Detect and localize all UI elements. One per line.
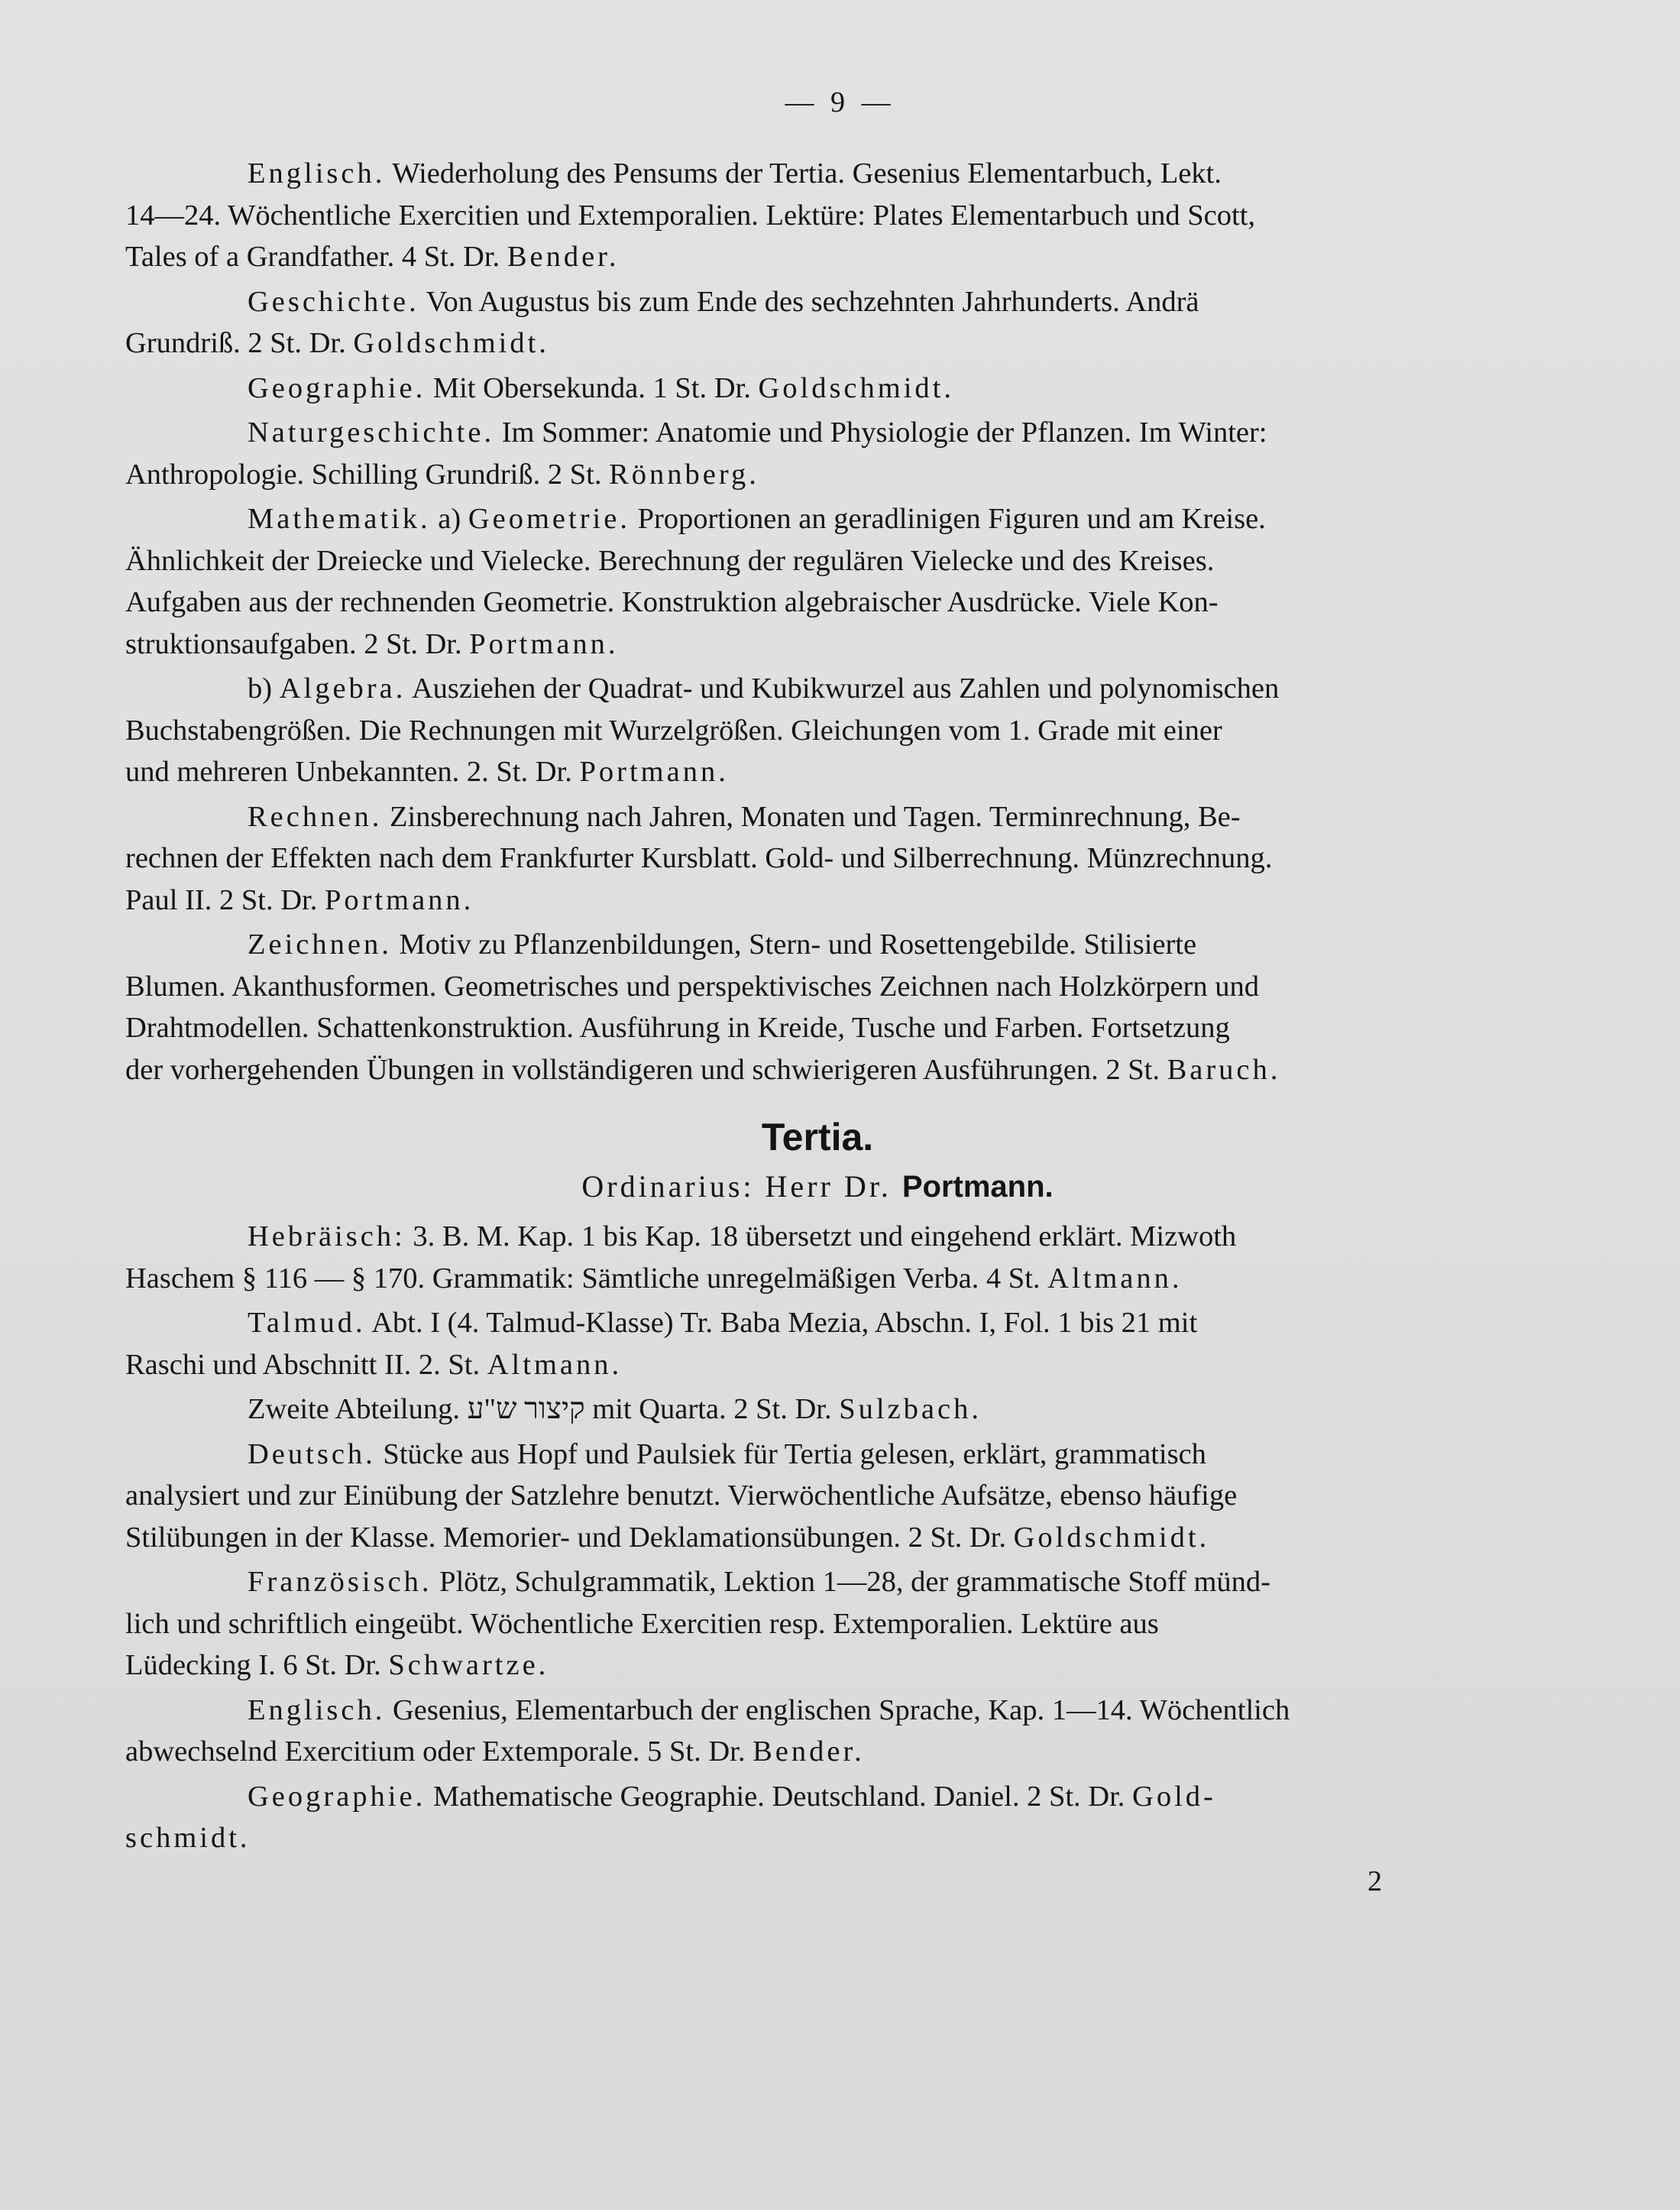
subject-heading: Englisch. xyxy=(248,157,386,190)
teacher-name-continued: schmidt. xyxy=(125,1822,251,1854)
paragraph-zweite-abteilung: Zweite Abteilung. קיצור ש"ע mit Quarta. 2 St. Dr. Sulzbach. xyxy=(248,1393,982,1425)
teacher-name: Goldschmidt. xyxy=(758,371,954,404)
paragraph-naturgeschichte: Naturgeschichte. Im Sommer: Anatomie und Physiologie der Pflanzen. Im Winter: Anthropologie. Schilling Grundriß. 2 St. Rönnberg. xyxy=(125,416,1267,491)
paragraph-talmud: Talmud. Abt. I (4. Talmud-Klasse) Tr. Baba Mezia, Abschn. I, Fol. 1 bis 21 mit Raschi und Abschnitt II. 2. St. Altmann. xyxy=(125,1307,1198,1381)
teacher-name: Portmann. xyxy=(579,756,729,788)
teacher-name: Schwartze. xyxy=(388,1649,549,1681)
subject-heading: Mathematik. xyxy=(248,503,431,535)
subject-heading: Rechnen. xyxy=(248,800,383,833)
paragraph-franzoesisch: Französisch. Plötz, Schulgrammatik, Lektion 1—28, der grammatische Stoff münd- lich und schriftlich eingeübt. Wöchentliche Exercitien resp. Extemporalien. Lektüre aus Lüdecking I. 6 St. Dr. Schwartze. xyxy=(125,1566,1271,1681)
section-heading-tertia: Tertia. xyxy=(761,1116,874,1158)
teacher-name: Goldschmidt. xyxy=(1013,1521,1210,1554)
paragraph-englisch-2: Englisch. Gesenius, Elementarbuch der englischen Sprache, Kap. 1—14. Wöchentlich abwechselnd Exercitium oder Extemporale. 5 St. Dr. Bender. xyxy=(125,1693,1290,1768)
paragraph-geschichte: Geschichte. Von Augustus bis zum Ende des sechzehnten Jahrhunderts. Andrä Grundriß. 2 St. Dr. Goldschmidt. xyxy=(125,285,1199,359)
page-number: — 9 — xyxy=(785,86,895,118)
paragraph-deutsch: Deutsch. Stücke aus Hopf und Paulsiek für Tertia gelesen, erklärt, grammatisch analysiert und zur Einübung der Satzlehre benutzt. Vierwöchentliche Aufsätze, ebenso häufige Stilübungen in der Klasse. Memorier- und Deklamationsübungen. 2 St. Dr. Goldschmidt. xyxy=(125,1437,1238,1554)
teacher-name: Altmann. xyxy=(1047,1262,1183,1295)
ordinarius-name: Portmann. xyxy=(902,1170,1054,1204)
paragraph-geographie-2: Geographie. Mathematische Geographie. Deutschland. Daniel. 2 St. Dr. Gold- schmidt. xyxy=(125,1776,1510,1859)
teacher-name: Gold- xyxy=(1132,1780,1216,1813)
teacher-name: Sulzbach. xyxy=(839,1393,982,1425)
teacher-name: Bender. xyxy=(507,241,620,273)
paragraph-rechnen: Rechnen. Zinsberechnung nach Jahren, Monaten und Tagen. Terminrechnung, Be- rechnen der Effekten nach dem Frankfurter Kursblatt. Gold- und Silberrechnung. Münzrechnung. Paul II. 2 St. Dr. Portmann. xyxy=(125,800,1273,916)
subject-heading: Hebräisch: xyxy=(248,1220,406,1252)
paragraph-englisch-1: Englisch. Wiederholung des Pensums der Tertia. Gesenius Elementarbuch, Lekt. 14—24. Wöchentliche Exercitien und Extemporalien. Lektüre: Plates Elementarbuch und Scott, Tales of a Grandfather. 4 St. Dr. Bender. xyxy=(125,157,1255,273)
subject-heading: Deutsch. xyxy=(248,1437,376,1470)
subject-heading: Geographie. xyxy=(248,1780,426,1813)
paragraph-algebra: b) Algebra. Ausziehen der Quadrat- und Kubikwurzel aus Zahlen und polynomischen Buchstabengrößen. Die Rechnungen mit Wurzelgrößen. Gleichungen vom 1. Grade mit einer und mehreren Unbekannten. 2. St. Dr. Portmann. xyxy=(125,672,1280,788)
ordinarius-line: Ordinarius: Herr Dr. Portmann. xyxy=(581,1169,1054,1204)
paragraph-zeichnen: Zeichnen. Motiv zu Pflanzenbildungen, Stern- und Rosettengebilde. Stilisierte Blumen. Akanthusformen. Geometrisches und perspektivisches Zeichnen nach Holzkörpern und Drahtmodellen. Schattenkonstruktion. Ausführung in Kreide, Tusche und Farben. Fortsetzung der vorhergehenden Übungen in vollständigeren und schwierigeren Ausführungen. 2 St. Baruch. xyxy=(125,928,1281,1086)
teacher-name: Baruch. xyxy=(1167,1053,1281,1086)
paragraph-mathematik: Mathematik. a) Geometrie. Proportionen an geradlinigen Figuren und am Kreise. Ähnlichkeit der Dreiecke und Vielecke. Berechnung der regulären Vielecke und des Kreises. Aufgaben aus der rechnenden Geometrie. Konstruktion algebraischer Ausdrücke. Viele Kon- struktionsaufgaben. 2 St. Dr. Portmann. xyxy=(125,503,1266,660)
paragraph-hebraeisch: Hebräisch: 3. B. M. Kap. 1 bis Kap. 18 übersetzt und eingehend erklärt. Mizwoth Haschem § 116 — § 170. Grammatik: Sämtliche unregelmäßigen Verba. 4 St. Altmann. xyxy=(125,1220,1237,1295)
teacher-name: Altmann. xyxy=(487,1348,623,1381)
teacher-name: Rönnberg. xyxy=(609,458,759,491)
subject-heading: Englisch. xyxy=(248,1693,386,1726)
subject-heading: Französisch. xyxy=(248,1566,432,1598)
subsection-heading: Algebra. xyxy=(279,672,406,705)
teacher-name: Portmann. xyxy=(324,883,474,916)
signature-mark: 2 xyxy=(1368,1865,1382,1897)
subject-heading: Geschichte. xyxy=(248,285,419,318)
subject-heading: Geographie. xyxy=(248,371,426,404)
subject-heading: Zeichnen. xyxy=(248,928,392,961)
subject-heading: Naturgeschichte. xyxy=(248,416,495,449)
subsection-heading: Geometrie. xyxy=(468,503,630,535)
teacher-name: Portmann. xyxy=(469,627,619,660)
subject-heading: Talmud. xyxy=(248,1307,366,1339)
hebrew-title: קיצור ש"ע xyxy=(467,1393,585,1425)
teacher-name: Bender. xyxy=(753,1735,865,1768)
teacher-name: Goldschmidt. xyxy=(353,327,549,359)
page-body xyxy=(125,153,1510,1862)
paragraph-geographie-1: Geographie. Mit Obersekunda. 1 St. Dr. Goldschmidt. xyxy=(248,371,954,404)
